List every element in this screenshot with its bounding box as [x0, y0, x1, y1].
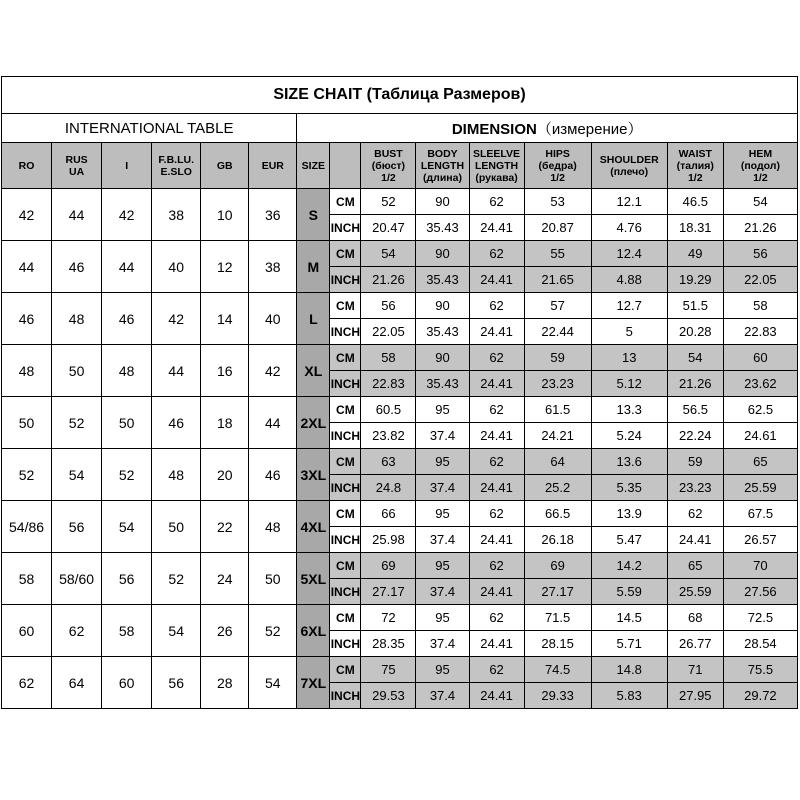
cm-value-cell: 90 [416, 241, 469, 267]
cm-value-cell: 12.7 [591, 293, 667, 319]
intl-size-cell: 46 [52, 241, 102, 293]
cm-value-cell: 71 [667, 657, 723, 683]
intl-size-cell: 42 [102, 189, 152, 241]
cm-value-cell: 55 [524, 241, 591, 267]
table-row [2, 345, 798, 371]
cm-value-cell: 60 [723, 345, 797, 371]
intl-size-cell: 52 [102, 449, 152, 501]
intl-size-cell: 50 [152, 501, 201, 553]
cm-value-cell: 49 [667, 241, 723, 267]
inch-value-cell: 5.71 [591, 631, 667, 657]
inch-value-cell: 23.23 [524, 371, 591, 397]
inch-value-cell: 24.41 [469, 475, 524, 501]
column-header-row [2, 143, 798, 189]
inch-value-cell: 19.29 [667, 267, 723, 293]
dimension-header-6: HEM (подол) 1/2 [723, 143, 797, 189]
intl-size-cell: 58/60 [52, 553, 102, 605]
inch-value-cell: 24.41 [469, 631, 524, 657]
dimension-header-4: SHOULDER (плечо) [591, 143, 667, 189]
cm-value-cell: 69 [361, 553, 416, 579]
unit-label-cm: CM [330, 189, 361, 215]
cm-value-cell: 95 [416, 397, 469, 423]
inch-value-cell: 4.76 [591, 215, 667, 241]
unit-label-inch: INCH [330, 475, 361, 501]
inch-value-cell: 37.4 [416, 423, 469, 449]
intl-size-cell: 56 [152, 657, 201, 709]
size-header: SIZE [297, 143, 330, 189]
inch-value-cell: 24.41 [469, 527, 524, 553]
table-row [2, 501, 798, 527]
inch-value-cell: 24.41 [469, 423, 524, 449]
intl-size-cell: 44 [52, 189, 102, 241]
inch-value-cell: 28.35 [361, 631, 416, 657]
unit-label-cm: CM [330, 449, 361, 475]
dimension-header-1: BODY LENGTH (длина) [416, 143, 469, 189]
intl-size-cell: 46 [152, 397, 201, 449]
intl-size-cell: 48 [2, 345, 52, 397]
inch-value-cell: 24.8 [361, 475, 416, 501]
cm-value-cell: 62 [469, 189, 524, 215]
intl-size-cell: 20 [201, 449, 249, 501]
cm-value-cell: 59 [667, 449, 723, 475]
cm-value-cell: 63 [361, 449, 416, 475]
cm-value-cell: 61.5 [524, 397, 591, 423]
intl-size-cell: 54/86 [2, 501, 52, 553]
size-label: 3XL [297, 449, 330, 501]
intl-size-cell: 54 [152, 605, 201, 657]
inch-value-cell: 18.31 [667, 215, 723, 241]
cm-value-cell: 62 [469, 449, 524, 475]
inch-value-cell: 5.24 [591, 423, 667, 449]
inch-value-cell: 5.35 [591, 475, 667, 501]
inch-value-cell: 35.43 [416, 371, 469, 397]
inch-value-cell: 26.18 [524, 527, 591, 553]
intl-size-cell: 44 [2, 241, 52, 293]
cm-value-cell: 13 [591, 345, 667, 371]
unit-label-inch: INCH [330, 683, 361, 709]
cm-value-cell: 65 [667, 553, 723, 579]
inch-value-cell: 20.28 [667, 319, 723, 345]
intl-size-cell: 46 [249, 449, 297, 501]
intl-size-cell: 50 [52, 345, 102, 397]
intl-size-cell: 52 [152, 553, 201, 605]
table-row [2, 241, 798, 267]
intl-size-cell: 64 [52, 657, 102, 709]
intl-header-5: EUR [249, 143, 297, 189]
inch-value-cell: 24.41 [469, 371, 524, 397]
cm-value-cell: 62 [469, 241, 524, 267]
unit-label-inch: INCH [330, 319, 361, 345]
inch-value-cell: 24.41 [469, 319, 524, 345]
intl-size-cell: 52 [52, 397, 102, 449]
cm-value-cell: 14.5 [591, 605, 667, 631]
intl-size-cell: 52 [2, 449, 52, 501]
cm-value-cell: 62 [469, 553, 524, 579]
cm-value-cell: 13.9 [591, 501, 667, 527]
intl-size-cell: 62 [52, 605, 102, 657]
chart-title: SIZE CHAIT (Таблица Размеров) [2, 77, 798, 114]
unit-label-inch: INCH [330, 371, 361, 397]
intl-size-cell: 38 [152, 189, 201, 241]
cm-value-cell: 72 [361, 605, 416, 631]
intl-header-2: I [102, 143, 152, 189]
table-row [2, 189, 798, 215]
intl-size-cell: 62 [2, 657, 52, 709]
inch-value-cell: 25.59 [667, 579, 723, 605]
table-row [2, 293, 798, 319]
size-label: 6XL [297, 605, 330, 657]
cm-value-cell: 14.8 [591, 657, 667, 683]
cm-value-cell: 58 [361, 345, 416, 371]
cm-value-cell: 62.5 [723, 397, 797, 423]
intl-size-cell: 48 [249, 501, 297, 553]
inch-value-cell: 21.26 [723, 215, 797, 241]
unit-label-inch: INCH [330, 267, 361, 293]
inch-value-cell: 25.59 [723, 475, 797, 501]
inch-value-cell: 26.77 [667, 631, 723, 657]
dimension-title-ru: （измерение） [536, 120, 643, 138]
unit-label-cm: CM [330, 241, 361, 267]
intl-size-cell: 46 [102, 293, 152, 345]
intl-size-cell: 54 [102, 501, 152, 553]
inch-value-cell: 37.4 [416, 527, 469, 553]
cm-value-cell: 67.5 [723, 501, 797, 527]
intl-header-0: RO [2, 143, 52, 189]
cm-value-cell: 70 [723, 553, 797, 579]
cm-value-cell: 66 [361, 501, 416, 527]
cm-value-cell: 62 [469, 657, 524, 683]
intl-size-cell: 42 [249, 345, 297, 397]
unit-label-cm: CM [330, 293, 361, 319]
cm-value-cell: 54 [667, 345, 723, 371]
cm-value-cell: 54 [361, 241, 416, 267]
inch-value-cell: 24.41 [469, 267, 524, 293]
chart-body [2, 189, 798, 709]
dimension-header-5: WAIST (талия) 1/2 [667, 143, 723, 189]
cm-value-cell: 90 [416, 345, 469, 371]
inch-value-cell: 27.17 [361, 579, 416, 605]
inch-value-cell: 24.21 [524, 423, 591, 449]
unit-label-cm: CM [330, 345, 361, 371]
inch-value-cell: 22.24 [667, 423, 723, 449]
cm-value-cell: 53 [524, 189, 591, 215]
international-table-title: INTERNATIONAL TABLE [2, 114, 297, 143]
inch-value-cell: 25.98 [361, 527, 416, 553]
intl-size-cell: 60 [2, 605, 52, 657]
unit-label-inch: INCH [330, 527, 361, 553]
intl-size-cell: 40 [249, 293, 297, 345]
intl-header-1: RUS UA [52, 143, 102, 189]
cm-value-cell: 62 [469, 293, 524, 319]
inch-value-cell: 23.82 [361, 423, 416, 449]
inch-value-cell: 4.88 [591, 267, 667, 293]
cm-value-cell: 12.4 [591, 241, 667, 267]
inch-value-cell: 22.83 [361, 371, 416, 397]
unit-label-inch: INCH [330, 215, 361, 241]
unit-label-inch: INCH [330, 579, 361, 605]
unit-label-cm: CM [330, 657, 361, 683]
cm-value-cell: 71.5 [524, 605, 591, 631]
inch-value-cell: 37.4 [416, 579, 469, 605]
cm-value-cell: 95 [416, 605, 469, 631]
inch-value-cell: 21.65 [524, 267, 591, 293]
dimension-header-0: BUST (бюст) 1/2 [361, 143, 416, 189]
size-label: M [297, 241, 330, 293]
size-label: 7XL [297, 657, 330, 709]
inch-value-cell: 23.62 [723, 371, 797, 397]
cm-value-cell: 90 [416, 293, 469, 319]
intl-size-cell: 52 [249, 605, 297, 657]
inch-value-cell: 21.26 [667, 371, 723, 397]
intl-size-cell: 12 [201, 241, 249, 293]
inch-value-cell: 35.43 [416, 215, 469, 241]
dimension-title-en: DIMENSION [451, 120, 537, 138]
inch-value-cell: 24.61 [723, 423, 797, 449]
cm-value-cell: 75 [361, 657, 416, 683]
table-row [2, 657, 798, 683]
cm-value-cell: 90 [416, 189, 469, 215]
inch-value-cell: 24.41 [667, 527, 723, 553]
inch-value-cell: 35.43 [416, 319, 469, 345]
unit-label-cm: CM [330, 605, 361, 631]
intl-header-4: GB [201, 143, 249, 189]
inch-value-cell: 24.41 [469, 579, 524, 605]
inch-value-cell: 37.4 [416, 683, 469, 709]
inch-value-cell: 5.59 [591, 579, 667, 605]
cm-value-cell: 95 [416, 501, 469, 527]
cm-value-cell: 62 [469, 501, 524, 527]
intl-size-cell: 48 [52, 293, 102, 345]
inch-value-cell: 20.87 [524, 215, 591, 241]
cm-value-cell: 60.5 [361, 397, 416, 423]
cm-value-cell: 64 [524, 449, 591, 475]
intl-size-cell: 14 [201, 293, 249, 345]
cm-value-cell: 68 [667, 605, 723, 631]
inch-value-cell: 22.05 [361, 319, 416, 345]
cm-value-cell: 14.2 [591, 553, 667, 579]
cm-value-cell: 13.3 [591, 397, 667, 423]
unit-label-inch: INCH [330, 631, 361, 657]
table-row [2, 449, 798, 475]
table-row [2, 553, 798, 579]
intl-size-cell: 22 [201, 501, 249, 553]
inch-value-cell: 5.83 [591, 683, 667, 709]
cm-value-cell: 72.5 [723, 605, 797, 631]
intl-size-cell: 56 [52, 501, 102, 553]
intl-size-cell: 58 [2, 553, 52, 605]
unit-label-cm: CM [330, 397, 361, 423]
cm-value-cell: 12.1 [591, 189, 667, 215]
cm-value-cell: 75.5 [723, 657, 797, 683]
inch-value-cell: 37.4 [416, 631, 469, 657]
inch-value-cell: 24.41 [469, 683, 524, 709]
intl-size-cell: 44 [152, 345, 201, 397]
intl-size-cell: 50 [249, 553, 297, 605]
intl-size-cell: 42 [152, 293, 201, 345]
intl-size-cell: 24 [201, 553, 249, 605]
inch-value-cell: 24.41 [469, 215, 524, 241]
size-label: 4XL [297, 501, 330, 553]
intl-size-cell: 10 [201, 189, 249, 241]
intl-size-cell: 28 [201, 657, 249, 709]
intl-size-cell: 48 [102, 345, 152, 397]
intl-size-cell: 44 [102, 241, 152, 293]
inch-value-cell: 26.57 [723, 527, 797, 553]
intl-size-cell: 26 [201, 605, 249, 657]
dimension-title [297, 114, 798, 143]
unit-label-cm: CM [330, 553, 361, 579]
inch-value-cell: 27.56 [723, 579, 797, 605]
intl-size-cell: 60 [102, 657, 152, 709]
cm-value-cell: 52 [361, 189, 416, 215]
size-label: 2XL [297, 397, 330, 449]
cm-value-cell: 74.5 [524, 657, 591, 683]
cm-value-cell: 95 [416, 553, 469, 579]
intl-header-3: F.B.LU. E.SLO [152, 143, 201, 189]
inch-value-cell: 29.72 [723, 683, 797, 709]
inch-value-cell: 28.54 [723, 631, 797, 657]
inch-value-cell: 25.2 [524, 475, 591, 501]
table-row [2, 605, 798, 631]
cm-value-cell: 57 [524, 293, 591, 319]
inch-value-cell: 22.05 [723, 267, 797, 293]
cm-value-cell: 46.5 [667, 189, 723, 215]
intl-size-cell: 50 [2, 397, 52, 449]
inch-value-cell: 29.33 [524, 683, 591, 709]
cm-value-cell: 56 [361, 293, 416, 319]
cm-value-cell: 59 [524, 345, 591, 371]
dimension-header-2: SLEELVE LENGTH (рукава) [469, 143, 524, 189]
inch-value-cell: 29.53 [361, 683, 416, 709]
intl-size-cell: 54 [249, 657, 297, 709]
intl-size-cell: 46 [2, 293, 52, 345]
cm-value-cell: 95 [416, 657, 469, 683]
intl-size-cell: 54 [52, 449, 102, 501]
cm-value-cell: 62 [469, 345, 524, 371]
inch-value-cell: 22.44 [524, 319, 591, 345]
inch-value-cell: 5.12 [591, 371, 667, 397]
cm-value-cell: 56.5 [667, 397, 723, 423]
intl-size-cell: 56 [102, 553, 152, 605]
inch-value-cell: 27.17 [524, 579, 591, 605]
inch-value-cell: 20.47 [361, 215, 416, 241]
inch-value-cell: 23.23 [667, 475, 723, 501]
cm-value-cell: 13.6 [591, 449, 667, 475]
unit-header-blank [330, 143, 361, 189]
inch-value-cell: 21.26 [361, 267, 416, 293]
inch-value-cell: 28.15 [524, 631, 591, 657]
cm-value-cell: 51.5 [667, 293, 723, 319]
cm-value-cell: 62 [469, 605, 524, 631]
intl-size-cell: 38 [249, 241, 297, 293]
intl-size-cell: 16 [201, 345, 249, 397]
intl-size-cell: 58 [102, 605, 152, 657]
unit-label-cm: CM [330, 501, 361, 527]
cm-value-cell: 69 [524, 553, 591, 579]
inch-value-cell: 5 [591, 319, 667, 345]
size-label: L [297, 293, 330, 345]
dimension-header-3: HIPS (бедра) 1/2 [524, 143, 591, 189]
cm-value-cell: 65 [723, 449, 797, 475]
intl-size-cell: 42 [2, 189, 52, 241]
cm-value-cell: 62 [667, 501, 723, 527]
inch-value-cell: 5.47 [591, 527, 667, 553]
table-row [2, 397, 798, 423]
cm-value-cell: 58 [723, 293, 797, 319]
unit-label-inch: INCH [330, 423, 361, 449]
cm-value-cell: 66.5 [524, 501, 591, 527]
intl-size-cell: 40 [152, 241, 201, 293]
intl-size-cell: 18 [201, 397, 249, 449]
cm-value-cell: 54 [723, 189, 797, 215]
size-chart-table [1, 76, 798, 709]
intl-size-cell: 50 [102, 397, 152, 449]
size-label: 5XL [297, 553, 330, 605]
intl-size-cell: 44 [249, 397, 297, 449]
cm-value-cell: 56 [723, 241, 797, 267]
cm-value-cell: 95 [416, 449, 469, 475]
inch-value-cell: 27.95 [667, 683, 723, 709]
size-label: XL [297, 345, 330, 397]
intl-size-cell: 48 [152, 449, 201, 501]
inch-value-cell: 22.83 [723, 319, 797, 345]
inch-value-cell: 37.4 [416, 475, 469, 501]
size-label: S [297, 189, 330, 241]
intl-size-cell: 36 [249, 189, 297, 241]
inch-value-cell: 35.43 [416, 267, 469, 293]
cm-value-cell: 62 [469, 397, 524, 423]
